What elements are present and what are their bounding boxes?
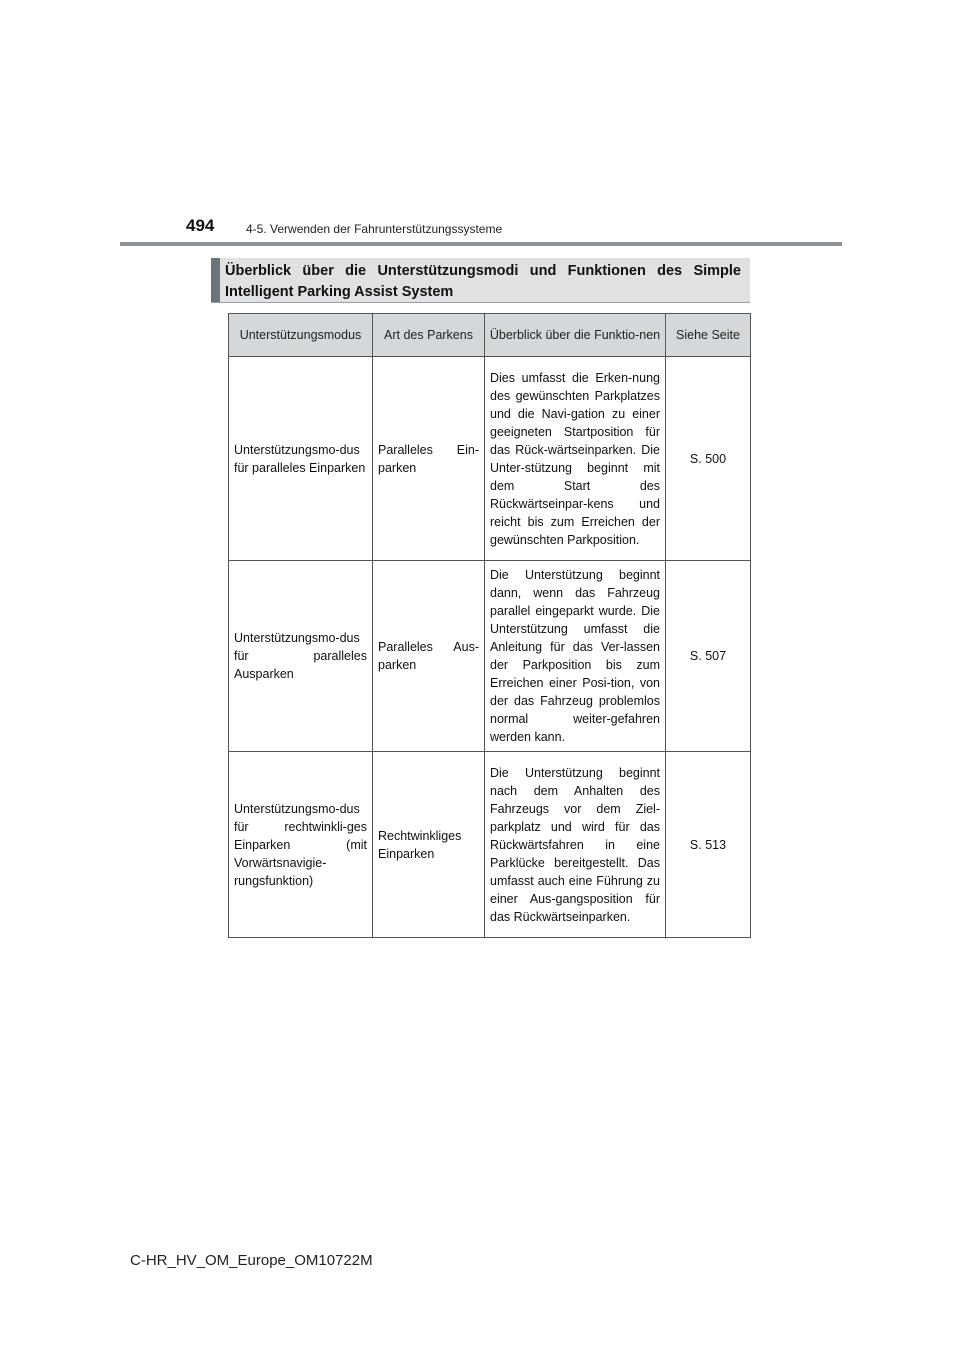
cell-page-ref: S. 507	[666, 561, 751, 752]
cell-overview: Die Unterstützung beginnt nach dem Anhalten des Fahrzeugs vor dem Ziel-parkplatz und wird für das Rückwärtsfahren in eine Parklücke bereitgestellt. Das umfasst auch eine Führung zu einer Aus-gangsposition für das Rückwärtseinparken.	[485, 752, 666, 938]
overview-table	[228, 313, 751, 938]
header-divider	[120, 242, 842, 246]
cell-page-ref: S. 500	[666, 357, 751, 561]
cell-page-ref: S. 513	[666, 752, 751, 938]
section-heading-box	[211, 258, 750, 303]
table-header-row	[229, 314, 751, 357]
cell-overview: Dies umfasst die Erken-nung des gewünschten Parkplatzes und die Navi-gation zu einer geeigneten Startposition für das Rück-wärtseinparken. Die Unter-stützung beginnt mit dem Start des Rückwärtseinpar-kens und reicht bis zum Erreichen der gewünschten Parkposition.	[485, 357, 666, 561]
document-code: C-HR_HV_OM_Europe_OM10722M	[130, 1252, 373, 1269]
section-heading-bar	[211, 258, 220, 302]
cell-mode: Unterstützungsmo-dus für paralleles Ausparken	[229, 561, 373, 752]
cell-mode: Unterstützungsmo-dus für rechtwinkli-ges Einparken (mit Vorwärtsnavigie-rungsfunktion)	[229, 752, 373, 938]
column-header-overview: Überblick über die Funktio-nen	[485, 314, 666, 357]
cell-mode: Unterstützungsmo-dus für paralleles Einparken	[229, 357, 373, 561]
section-path: 4-5. Verwenden der Fahrunterstützungssysteme	[246, 222, 503, 236]
cell-overview: Die Unterstützung beginnt dann, wenn das Fahrzeug parallel eingeparkt wurde. Die Unterstützung umfasst die Anleitung für das Ver-lassen der Parkposition bis zum Erreichen einer Posi-tion, von der das Fahrzeug problemlos normal weiter-gefahren werden kann.	[485, 561, 666, 752]
cell-type: Rechtwinkliges Einparken	[373, 752, 485, 938]
section-title: Überblick über die Unterstützungsmodi und Funktionen des Simple Intelligent Parking Assist System	[225, 263, 741, 300]
column-header-type: Art des Parkens	[373, 314, 485, 357]
table-row	[229, 752, 751, 938]
cell-type: Paralleles Ein-parken	[373, 357, 485, 561]
column-header-page: Siehe Seite	[666, 314, 751, 357]
column-header-mode: Unterstützungsmodus	[229, 314, 373, 357]
page-number: 494	[186, 216, 215, 235]
table-row	[229, 357, 751, 561]
cell-type: Paralleles Aus-parken	[373, 561, 485, 752]
table-row	[229, 561, 751, 752]
